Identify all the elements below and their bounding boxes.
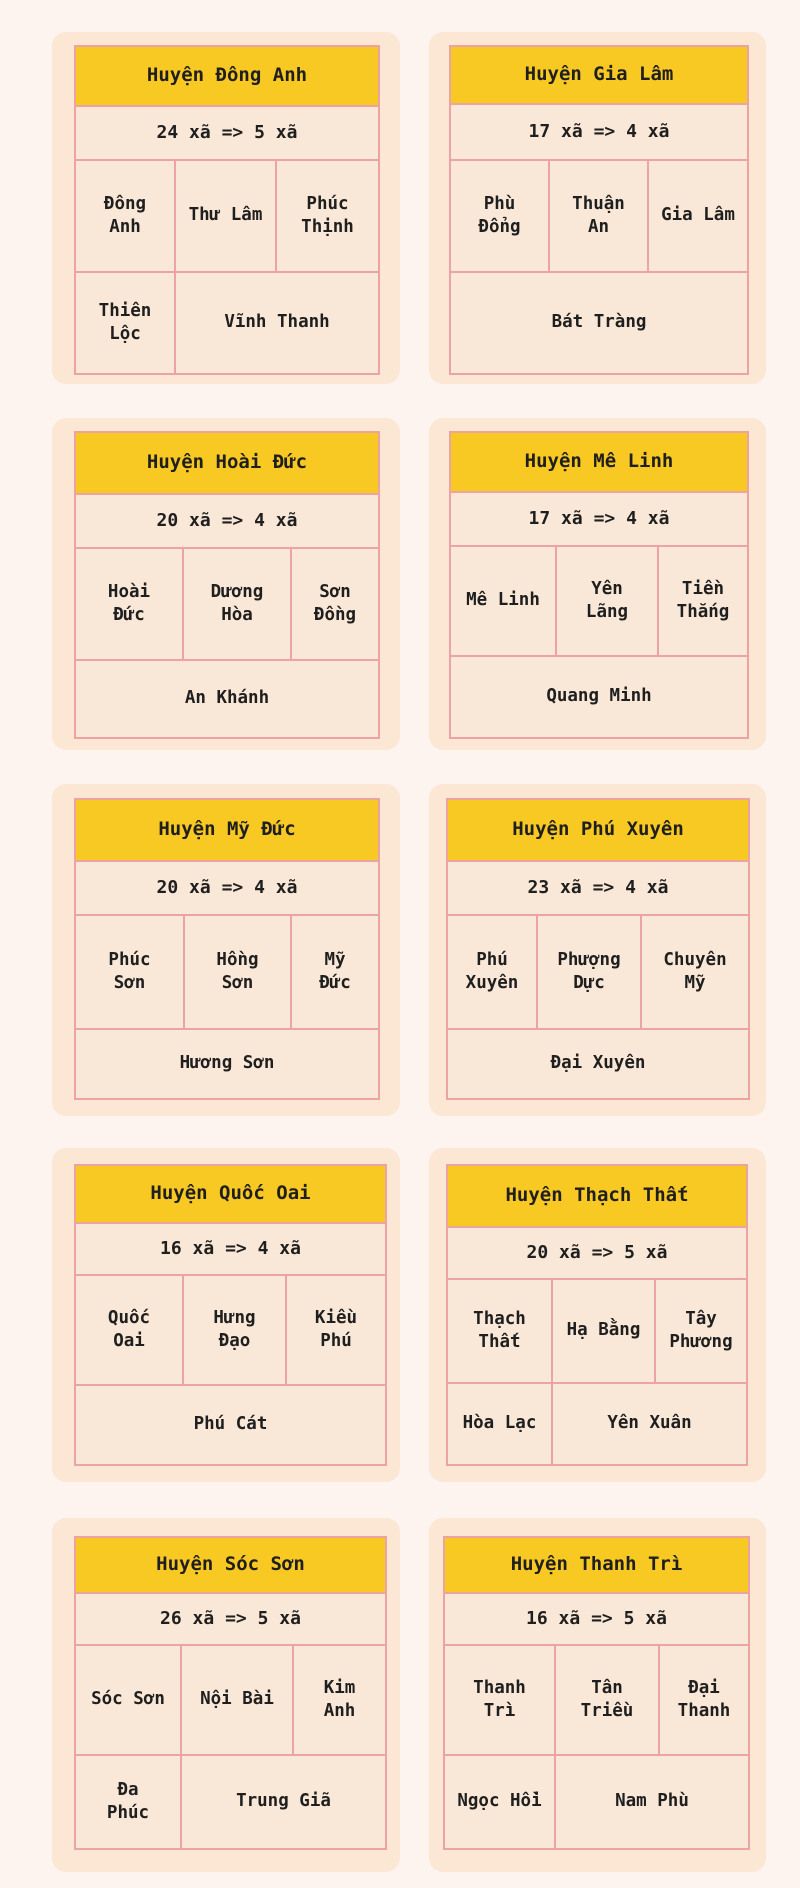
commune-cell: Đa Phúc bbox=[76, 1756, 182, 1848]
district-name: Huyện Mê Linh bbox=[451, 433, 747, 493]
commune-cell: Vĩnh Thanh bbox=[224, 312, 330, 333]
district-name: Huyện Mỹ Đức bbox=[76, 800, 378, 862]
commune-cell: Gia Lâm bbox=[649, 161, 747, 273]
commune-count: 20 xã => 4 xã bbox=[76, 495, 378, 549]
district-card bbox=[52, 418, 400, 750]
commune-cell: Hương Sơn bbox=[179, 1053, 275, 1074]
commune-cell: Yên Xuân bbox=[607, 1413, 692, 1434]
commune-cell: Phú Cát bbox=[193, 1414, 268, 1435]
commune-cell: Yên Lãng bbox=[557, 547, 659, 657]
commune-cell: Phúc Thịnh bbox=[277, 161, 378, 273]
commune-cell: Kim Anh bbox=[294, 1646, 385, 1756]
commune-count: 20 xã => 5 xã bbox=[448, 1228, 746, 1280]
commune-count: 24 xã => 5 xã bbox=[76, 107, 378, 161]
commune-cell: Bát Tràng bbox=[551, 312, 647, 333]
commune-cell: Phú Xuyên bbox=[448, 916, 538, 1030]
commune-cell: Sóc Sơn bbox=[76, 1646, 182, 1756]
commune-cell: Sơn Đồng bbox=[292, 549, 378, 661]
commune-count: 26 xã => 5 xã bbox=[76, 1594, 385, 1646]
commune-count: 17 xã => 4 xã bbox=[451, 105, 747, 161]
district-table bbox=[74, 1164, 387, 1466]
district-card bbox=[429, 1148, 766, 1482]
district-table bbox=[449, 45, 749, 375]
commune-cell: Thạch Thất bbox=[448, 1280, 553, 1384]
district-card bbox=[52, 1148, 400, 1482]
commune-cell: Hòa Lạc bbox=[448, 1384, 553, 1464]
district-card bbox=[52, 1518, 400, 1872]
district-table bbox=[74, 45, 380, 375]
commune-cell: Hạ Bằng bbox=[553, 1280, 656, 1384]
district-table bbox=[443, 1536, 750, 1850]
commune-count: 20 xã => 4 xã bbox=[76, 862, 378, 916]
commune-cell: Nội Bài bbox=[182, 1646, 294, 1756]
commune-cell: Thanh Trì bbox=[445, 1646, 556, 1756]
commune-cell: Thuận An bbox=[550, 161, 649, 273]
commune-cell: Quốc Oai bbox=[76, 1276, 184, 1386]
commune-cell: Nam Phù bbox=[615, 1791, 689, 1812]
commune-cell: Thiên Lộc bbox=[76, 273, 176, 373]
commune-cell: Hồng Sơn bbox=[185, 916, 292, 1030]
commune-cell: Ngọc Hồi bbox=[445, 1756, 556, 1848]
commune-cell: Trung Giã bbox=[236, 1791, 331, 1812]
commune-cell: Mỹ Đức bbox=[292, 916, 378, 1030]
commune-cell: Phù Đổng bbox=[451, 161, 550, 273]
district-table bbox=[449, 431, 749, 739]
commune-cell: Tây Phương bbox=[656, 1280, 746, 1384]
district-name: Huyện Quốc Oai bbox=[76, 1166, 385, 1224]
district-card bbox=[52, 784, 400, 1116]
district-table bbox=[74, 1536, 387, 1850]
commune-count: 16 xã => 4 xã bbox=[76, 1224, 385, 1276]
commune-cell: Hoài Đức bbox=[76, 549, 184, 661]
commune-cell: An Khánh bbox=[184, 688, 270, 709]
district-card bbox=[429, 418, 766, 750]
commune-cell: Tân Triều bbox=[556, 1646, 660, 1756]
commune-cell: Tiền Thắng bbox=[659, 547, 747, 657]
commune-cell: Đông Anh bbox=[76, 161, 176, 273]
district-name: Huyện Hoài Đức bbox=[76, 433, 378, 495]
commune-cell: Đại Thanh bbox=[660, 1646, 748, 1756]
commune-count: 16 xã => 5 xã bbox=[445, 1594, 748, 1646]
commune-cell: Thư Lâm bbox=[176, 161, 277, 273]
commune-cell: Hưng Đạo bbox=[184, 1276, 287, 1386]
district-name: Huyện Thạch Thất bbox=[448, 1166, 746, 1228]
commune-cell: Phượng Dực bbox=[538, 916, 642, 1030]
commune-count: 17 xã => 4 xã bbox=[451, 493, 747, 547]
commune-cell: Dương Hòa bbox=[184, 549, 292, 661]
district-name: Huyện Sóc Sơn bbox=[76, 1538, 385, 1594]
district-name: Huyện Thanh Trì bbox=[445, 1538, 748, 1594]
district-card bbox=[429, 784, 766, 1116]
district-table bbox=[74, 798, 380, 1100]
district-name: Huyện Phú Xuyên bbox=[448, 800, 748, 862]
district-card bbox=[429, 1518, 766, 1872]
commune-cell: Đại Xuyên bbox=[550, 1053, 646, 1074]
commune-cell: Kiều Phú bbox=[287, 1276, 385, 1386]
commune-cell: Mê Linh bbox=[451, 547, 557, 657]
commune-cell: Phúc Sơn bbox=[76, 916, 185, 1030]
commune-cell: Chuyên Mỹ bbox=[642, 916, 748, 1030]
district-table bbox=[446, 1164, 748, 1466]
commune-cell: Quang Minh bbox=[546, 686, 652, 707]
district-table bbox=[74, 431, 380, 739]
district-table bbox=[446, 798, 750, 1100]
commune-count: 23 xã => 4 xã bbox=[448, 862, 748, 916]
district-name: Huyện Đông Anh bbox=[76, 47, 378, 107]
district-name: Huyện Gia Lâm bbox=[451, 47, 747, 105]
district-card bbox=[429, 32, 766, 384]
district-card bbox=[52, 32, 400, 384]
